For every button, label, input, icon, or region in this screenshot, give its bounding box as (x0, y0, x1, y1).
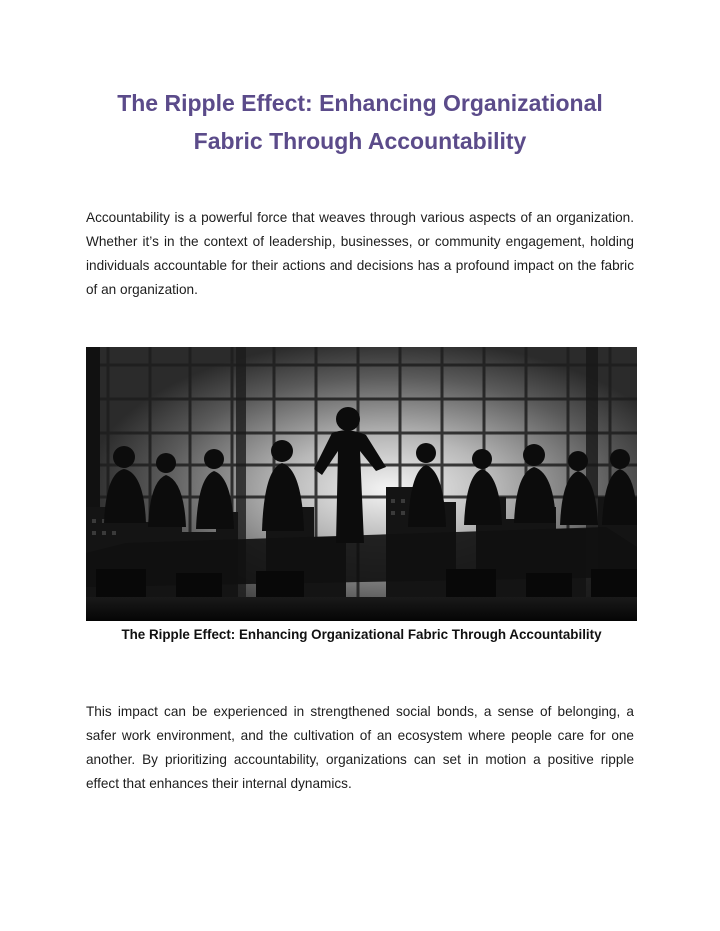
intro-paragraph: Accountability is a powerful force that weaves through various aspects of an organization. Whether it’s in the context of leadership, businesses, or community engagement, holding individuals accountable for their actions and decisions has a profound impact on the fabric of an organization. (86, 210, 634, 297)
title-line-1: The Ripple Effect: Enhancing Organizational (117, 90, 603, 116)
photo-illustration (86, 347, 637, 621)
office-silhouette-photo (86, 347, 637, 621)
page-title (60, 84, 660, 160)
figure-caption: The Ripple Effect: Enhancing Organizational Fabric Through Accountability (121, 627, 602, 642)
title-line-2: Fabric Through Accountability (193, 128, 527, 154)
body-paragraph: This impact can be experienced in strengthened social bonds, a sense of belonging, a safer work environment, and the cultivation of an ecosystem where people care for one another. By prioritizing accountability, organizations can set in motion a positive ripple effect that enhances their internal dynamics. (86, 704, 634, 791)
